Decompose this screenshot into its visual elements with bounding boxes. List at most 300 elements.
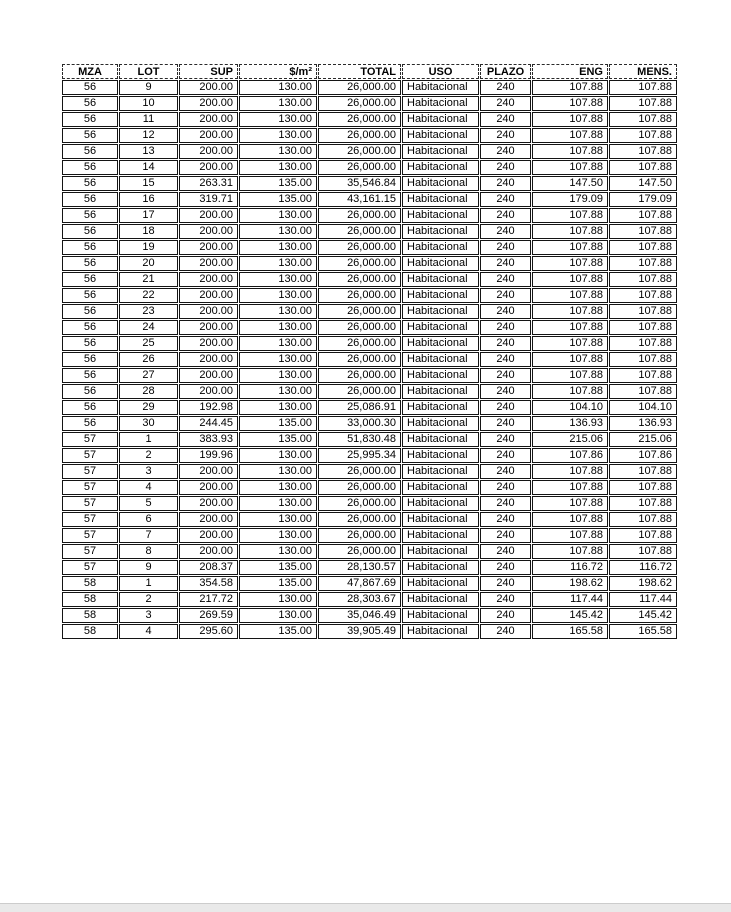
table-cell-price_m2: 130.00 <box>239 400 317 415</box>
table-cell-eng: 107.88 <box>532 528 608 543</box>
table-body <box>62 80 677 639</box>
table-row <box>62 336 677 351</box>
table-cell-lot: 9 <box>119 80 178 95</box>
table-cell-lot: 12 <box>119 128 178 143</box>
table-cell-plazo: 240 <box>480 336 531 351</box>
table-row <box>62 208 677 223</box>
table-cell-plazo: 240 <box>480 160 531 175</box>
table-cell-sup: 244.45 <box>179 416 238 431</box>
table-row <box>62 224 677 239</box>
table-cell-mens: 107.88 <box>609 384 677 399</box>
table-cell-sup: 217.72 <box>179 592 238 607</box>
table-cell-price_m2: 130.00 <box>239 352 317 367</box>
table-cell-mens: 107.88 <box>609 336 677 351</box>
table-cell-total: 26,000.00 <box>318 224 401 239</box>
table-cell-uso: Habitacional <box>402 416 479 431</box>
table-row <box>62 368 677 383</box>
table-cell-mza: 56 <box>62 224 118 239</box>
table-cell-total: 26,000.00 <box>318 144 401 159</box>
table-cell-lot: 1 <box>119 576 178 591</box>
table-cell-price_m2: 130.00 <box>239 480 317 495</box>
table-cell-mens: 215.06 <box>609 432 677 447</box>
column-header-mza: MZA <box>62 64 118 79</box>
table-cell-mza: 56 <box>62 368 118 383</box>
table-cell-total: 26,000.00 <box>318 272 401 287</box>
table-row <box>62 80 677 95</box>
table-cell-mens: 107.88 <box>609 544 677 559</box>
table-cell-mza: 58 <box>62 624 118 639</box>
table-cell-sup: 200.00 <box>179 144 238 159</box>
table-cell-price_m2: 130.00 <box>239 112 317 127</box>
table-cell-price_m2: 130.00 <box>239 608 317 623</box>
table-cell-total: 26,000.00 <box>318 240 401 255</box>
table-cell-plazo: 240 <box>480 384 531 399</box>
table-cell-uso: Habitacional <box>402 144 479 159</box>
table-cell-mza: 56 <box>62 96 118 111</box>
table-cell-sup: 200.00 <box>179 160 238 175</box>
table-row <box>62 480 677 495</box>
table-cell-price_m2: 130.00 <box>239 448 317 463</box>
table-cell-lot: 3 <box>119 608 178 623</box>
table-cell-lot: 18 <box>119 224 178 239</box>
table-cell-uso: Habitacional <box>402 560 479 575</box>
table-cell-lot: 26 <box>119 352 178 367</box>
table-cell-price_m2: 130.00 <box>239 256 317 271</box>
table-cell-uso: Habitacional <box>402 384 479 399</box>
table-cell-sup: 200.00 <box>179 304 238 319</box>
table-cell-mza: 56 <box>62 144 118 159</box>
table-cell-total: 26,000.00 <box>318 112 401 127</box>
table-cell-lot: 9 <box>119 560 178 575</box>
table-cell-eng: 107.88 <box>532 256 608 271</box>
table-cell-uso: Habitacional <box>402 528 479 543</box>
table-cell-mens: 107.88 <box>609 480 677 495</box>
table-cell-uso: Habitacional <box>402 464 479 479</box>
table-cell-lot: 22 <box>119 288 178 303</box>
table-cell-plazo: 240 <box>480 496 531 511</box>
table-row <box>62 192 677 207</box>
table-row <box>62 544 677 559</box>
table-cell-price_m2: 130.00 <box>239 368 317 383</box>
table-cell-uso: Habitacional <box>402 400 479 415</box>
table-cell-mens: 107.88 <box>609 144 677 159</box>
table-row <box>62 448 677 463</box>
table-row <box>62 400 677 415</box>
table-cell-mens: 107.88 <box>609 240 677 255</box>
table-cell-price_m2: 135.00 <box>239 416 317 431</box>
table-cell-total: 26,000.00 <box>318 464 401 479</box>
table-cell-plazo: 240 <box>480 176 531 191</box>
table-cell-mza: 57 <box>62 464 118 479</box>
table-cell-uso: Habitacional <box>402 96 479 111</box>
table-cell-mens: 136.93 <box>609 416 677 431</box>
table-cell-plazo: 240 <box>480 96 531 111</box>
table-cell-plazo: 240 <box>480 80 531 95</box>
table-cell-price_m2: 130.00 <box>239 512 317 527</box>
table-row <box>62 176 677 191</box>
table-cell-lot: 2 <box>119 448 178 463</box>
table-cell-total: 26,000.00 <box>318 96 401 111</box>
table-cell-eng: 107.88 <box>532 240 608 255</box>
table-cell-price_m2: 130.00 <box>239 320 317 335</box>
table-cell-mza: 56 <box>62 192 118 207</box>
table-row <box>62 416 677 431</box>
table-cell-mza: 56 <box>62 112 118 127</box>
table-cell-lot: 16 <box>119 192 178 207</box>
table-cell-plazo: 240 <box>480 304 531 319</box>
table-cell-sup: 200.00 <box>179 336 238 351</box>
table-cell-lot: 5 <box>119 496 178 511</box>
column-header-uso: USO <box>402 64 479 79</box>
table-cell-total: 35,546.84 <box>318 176 401 191</box>
table-cell-uso: Habitacional <box>402 160 479 175</box>
table-cell-plazo: 240 <box>480 448 531 463</box>
table-cell-sup: 200.00 <box>179 528 238 543</box>
table-cell-plazo: 240 <box>480 256 531 271</box>
table-cell-uso: Habitacional <box>402 176 479 191</box>
table-cell-total: 51,830.48 <box>318 432 401 447</box>
table-cell-total: 26,000.00 <box>318 128 401 143</box>
table-cell-sup: 200.00 <box>179 320 238 335</box>
table-cell-lot: 10 <box>119 96 178 111</box>
table-cell-plazo: 240 <box>480 416 531 431</box>
table-row <box>62 496 677 511</box>
table-cell-total: 35,046.49 <box>318 608 401 623</box>
table-cell-eng: 136.93 <box>532 416 608 431</box>
table-cell-plazo: 240 <box>480 400 531 415</box>
table-cell-lot: 29 <box>119 400 178 415</box>
table-cell-sup: 269.59 <box>179 608 238 623</box>
table-row <box>62 272 677 287</box>
column-header-lot: LOT <box>119 64 178 79</box>
table-cell-price_m2: 130.00 <box>239 288 317 303</box>
table-cell-uso: Habitacional <box>402 304 479 319</box>
table-cell-total: 26,000.00 <box>318 480 401 495</box>
table-row <box>62 240 677 255</box>
table-cell-mens: 117.44 <box>609 592 677 607</box>
column-header-total: TOTAL <box>318 64 401 79</box>
table-cell-mza: 57 <box>62 432 118 447</box>
table-cell-sup: 383.93 <box>179 432 238 447</box>
table-cell-mza: 56 <box>62 80 118 95</box>
table-cell-mens: 107.88 <box>609 288 677 303</box>
table-cell-eng: 107.88 <box>532 96 608 111</box>
column-header-plazo: PLAZO <box>480 64 531 79</box>
table-cell-mza: 56 <box>62 176 118 191</box>
table-cell-price_m2: 135.00 <box>239 432 317 447</box>
table-cell-total: 26,000.00 <box>318 352 401 367</box>
table-cell-lot: 3 <box>119 464 178 479</box>
table-cell-mens: 107.86 <box>609 448 677 463</box>
table-cell-plazo: 240 <box>480 112 531 127</box>
table-cell-total: 43,161.15 <box>318 192 401 207</box>
table-cell-eng: 107.88 <box>532 208 608 223</box>
table-cell-uso: Habitacional <box>402 208 479 223</box>
table-cell-lot: 28 <box>119 384 178 399</box>
table-cell-eng: 107.88 <box>532 464 608 479</box>
table-cell-sup: 200.00 <box>179 112 238 127</box>
table-cell-mens: 107.88 <box>609 128 677 143</box>
table-cell-plazo: 240 <box>480 208 531 223</box>
table-cell-plazo: 240 <box>480 192 531 207</box>
table-cell-lot: 4 <box>119 624 178 639</box>
table-cell-plazo: 240 <box>480 624 531 639</box>
table-cell-mza: 57 <box>62 528 118 543</box>
table-cell-eng: 107.88 <box>532 384 608 399</box>
horizontal-scrollbar-track[interactable] <box>0 903 731 912</box>
table-cell-price_m2: 130.00 <box>239 544 317 559</box>
table-cell-total: 25,995.34 <box>318 448 401 463</box>
table-cell-mens: 107.88 <box>609 464 677 479</box>
table-cell-price_m2: 130.00 <box>239 240 317 255</box>
table-cell-plazo: 240 <box>480 320 531 335</box>
table-row <box>62 576 677 591</box>
table-cell-sup: 200.00 <box>179 496 238 511</box>
table-cell-total: 26,000.00 <box>318 496 401 511</box>
table-cell-mens: 107.88 <box>609 96 677 111</box>
table-cell-price_m2: 130.00 <box>239 144 317 159</box>
table-cell-uso: Habitacional <box>402 352 479 367</box>
table-cell-mza: 57 <box>62 448 118 463</box>
table-cell-mens: 107.88 <box>609 304 677 319</box>
lots-table <box>61 63 678 640</box>
table-cell-price_m2: 130.00 <box>239 384 317 399</box>
table-cell-total: 28,303.67 <box>318 592 401 607</box>
table-cell-eng: 107.88 <box>532 336 608 351</box>
table-row <box>62 624 677 639</box>
table-cell-sup: 295.60 <box>179 624 238 639</box>
table-cell-sup: 200.00 <box>179 208 238 223</box>
table-cell-mza: 56 <box>62 304 118 319</box>
table-cell-plazo: 240 <box>480 128 531 143</box>
table-cell-price_m2: 135.00 <box>239 176 317 191</box>
table-cell-uso: Habitacional <box>402 288 479 303</box>
table-cell-mza: 57 <box>62 480 118 495</box>
table-cell-mens: 147.50 <box>609 176 677 191</box>
table-cell-eng: 179.09 <box>532 192 608 207</box>
table-cell-mza: 56 <box>62 208 118 223</box>
table-cell-lot: 30 <box>119 416 178 431</box>
table-cell-lot: 24 <box>119 320 178 335</box>
table-cell-total: 26,000.00 <box>318 512 401 527</box>
table-cell-eng: 165.58 <box>532 624 608 639</box>
table-cell-sup: 200.00 <box>179 96 238 111</box>
table-cell-sup: 354.58 <box>179 576 238 591</box>
table-cell-eng: 107.88 <box>532 128 608 143</box>
table-cell-eng: 107.88 <box>532 160 608 175</box>
table-cell-plazo: 240 <box>480 592 531 607</box>
table-cell-mens: 107.88 <box>609 528 677 543</box>
table-cell-price_m2: 130.00 <box>239 528 317 543</box>
table-cell-price_m2: 130.00 <box>239 224 317 239</box>
table-cell-plazo: 240 <box>480 144 531 159</box>
table-cell-mens: 107.88 <box>609 208 677 223</box>
table-cell-price_m2: 130.00 <box>239 208 317 223</box>
table-cell-plazo: 240 <box>480 240 531 255</box>
table-cell-mens: 179.09 <box>609 192 677 207</box>
table-cell-uso: Habitacional <box>402 320 479 335</box>
table-row <box>62 352 677 367</box>
table-cell-price_m2: 130.00 <box>239 160 317 175</box>
table-cell-sup: 200.00 <box>179 480 238 495</box>
table-cell-mens: 107.88 <box>609 160 677 175</box>
table-cell-price_m2: 135.00 <box>239 192 317 207</box>
table-cell-plazo: 240 <box>480 352 531 367</box>
table-cell-eng: 147.50 <box>532 176 608 191</box>
table-cell-lot: 4 <box>119 480 178 495</box>
table-cell-uso: Habitacional <box>402 448 479 463</box>
table-header-row <box>62 64 677 79</box>
table-cell-lot: 19 <box>119 240 178 255</box>
table-cell-plazo: 240 <box>480 288 531 303</box>
table-row <box>62 528 677 543</box>
table-cell-mza: 57 <box>62 512 118 527</box>
table-cell-price_m2: 130.00 <box>239 336 317 351</box>
table-cell-uso: Habitacional <box>402 368 479 383</box>
table-cell-sup: 200.00 <box>179 272 238 287</box>
table-cell-price_m2: 135.00 <box>239 624 317 639</box>
table-cell-lot: 2 <box>119 592 178 607</box>
table-cell-eng: 107.88 <box>532 272 608 287</box>
table-row <box>62 144 677 159</box>
table-cell-lot: 21 <box>119 272 178 287</box>
table-cell-eng: 107.88 <box>532 304 608 319</box>
table-cell-mza: 57 <box>62 560 118 575</box>
table-cell-mens: 107.88 <box>609 352 677 367</box>
table-cell-mza: 56 <box>62 272 118 287</box>
table-cell-eng: 107.88 <box>532 144 608 159</box>
table-cell-lot: 20 <box>119 256 178 271</box>
table-cell-price_m2: 130.00 <box>239 80 317 95</box>
table-cell-total: 47,867.69 <box>318 576 401 591</box>
table-cell-uso: Habitacional <box>402 512 479 527</box>
table-cell-sup: 200.00 <box>179 464 238 479</box>
table-cell-eng: 107.88 <box>532 368 608 383</box>
table-header <box>62 64 677 79</box>
table-cell-uso: Habitacional <box>402 80 479 95</box>
table-cell-mens: 107.88 <box>609 368 677 383</box>
table-cell-eng: 107.88 <box>532 512 608 527</box>
table-cell-eng: 107.88 <box>532 496 608 511</box>
table-row <box>62 432 677 447</box>
table-cell-uso: Habitacional <box>402 624 479 639</box>
table-row <box>62 560 677 575</box>
table-cell-lot: 15 <box>119 176 178 191</box>
table-cell-eng: 107.88 <box>532 320 608 335</box>
column-header-sup: SUP <box>179 64 238 79</box>
table-cell-uso: Habitacional <box>402 336 479 351</box>
table-cell-uso: Habitacional <box>402 240 479 255</box>
table-cell-price_m2: 130.00 <box>239 304 317 319</box>
table-cell-sup: 208.37 <box>179 560 238 575</box>
table-cell-sup: 200.00 <box>179 288 238 303</box>
table-cell-total: 26,000.00 <box>318 336 401 351</box>
table-cell-mza: 58 <box>62 608 118 623</box>
table-cell-mens: 116.72 <box>609 560 677 575</box>
table-cell-uso: Habitacional <box>402 256 479 271</box>
table-cell-mens: 107.88 <box>609 512 677 527</box>
table-cell-eng: 107.88 <box>532 112 608 127</box>
table-cell-mza: 56 <box>62 400 118 415</box>
table-cell-mza: 56 <box>62 160 118 175</box>
table-cell-mens: 107.88 <box>609 256 677 271</box>
table-cell-plazo: 240 <box>480 608 531 623</box>
table-cell-sup: 200.00 <box>179 128 238 143</box>
table-row <box>62 384 677 399</box>
table-cell-eng: 107.88 <box>532 224 608 239</box>
table-cell-total: 26,000.00 <box>318 288 401 303</box>
table-row <box>62 96 677 111</box>
table-cell-lot: 23 <box>119 304 178 319</box>
table-cell-mza: 57 <box>62 496 118 511</box>
table-cell-mza: 56 <box>62 256 118 271</box>
table-cell-mza: 56 <box>62 128 118 143</box>
table-cell-mza: 56 <box>62 384 118 399</box>
table-cell-plazo: 240 <box>480 464 531 479</box>
table-cell-sup: 192.98 <box>179 400 238 415</box>
table-cell-price_m2: 130.00 <box>239 96 317 111</box>
table-cell-eng: 215.06 <box>532 432 608 447</box>
table-cell-uso: Habitacional <box>402 496 479 511</box>
table-cell-mens: 198.62 <box>609 576 677 591</box>
table-cell-uso: Habitacional <box>402 592 479 607</box>
table-cell-lot: 27 <box>119 368 178 383</box>
table-cell-uso: Habitacional <box>402 224 479 239</box>
table-cell-uso: Habitacional <box>402 576 479 591</box>
table-cell-lot: 6 <box>119 512 178 527</box>
table-cell-mens: 107.88 <box>609 496 677 511</box>
table-cell-lot: 13 <box>119 144 178 159</box>
table-cell-sup: 200.00 <box>179 512 238 527</box>
table-cell-lot: 17 <box>119 208 178 223</box>
table-cell-plazo: 240 <box>480 368 531 383</box>
table-row <box>62 128 677 143</box>
table-row <box>62 512 677 527</box>
table-cell-uso: Habitacional <box>402 128 479 143</box>
table-cell-sup: 200.00 <box>179 544 238 559</box>
table-cell-sup: 200.00 <box>179 240 238 255</box>
table-cell-mens: 107.88 <box>609 112 677 127</box>
table-cell-plazo: 240 <box>480 272 531 287</box>
table-cell-lot: 11 <box>119 112 178 127</box>
table-cell-mza: 56 <box>62 416 118 431</box>
table-cell-total: 26,000.00 <box>318 384 401 399</box>
table-cell-total: 26,000.00 <box>318 544 401 559</box>
table-cell-mza: 56 <box>62 352 118 367</box>
table-cell-total: 26,000.00 <box>318 304 401 319</box>
table-cell-total: 28,130.57 <box>318 560 401 575</box>
table-cell-eng: 107.88 <box>532 352 608 367</box>
table-cell-mza: 57 <box>62 544 118 559</box>
table-cell-sup: 200.00 <box>179 256 238 271</box>
table-cell-plazo: 240 <box>480 512 531 527</box>
table-cell-mza: 56 <box>62 320 118 335</box>
table-cell-mens: 107.88 <box>609 320 677 335</box>
table-cell-eng: 198.62 <box>532 576 608 591</box>
table-row <box>62 464 677 479</box>
table-cell-lot: 8 <box>119 544 178 559</box>
table-cell-sup: 319.71 <box>179 192 238 207</box>
table-cell-total: 39,905.49 <box>318 624 401 639</box>
table-row <box>62 160 677 175</box>
table-cell-plazo: 240 <box>480 528 531 543</box>
table-row <box>62 112 677 127</box>
table-cell-uso: Habitacional <box>402 112 479 127</box>
table-cell-price_m2: 130.00 <box>239 592 317 607</box>
table-row <box>62 608 677 623</box>
table-cell-plazo: 240 <box>480 544 531 559</box>
table-row <box>62 592 677 607</box>
